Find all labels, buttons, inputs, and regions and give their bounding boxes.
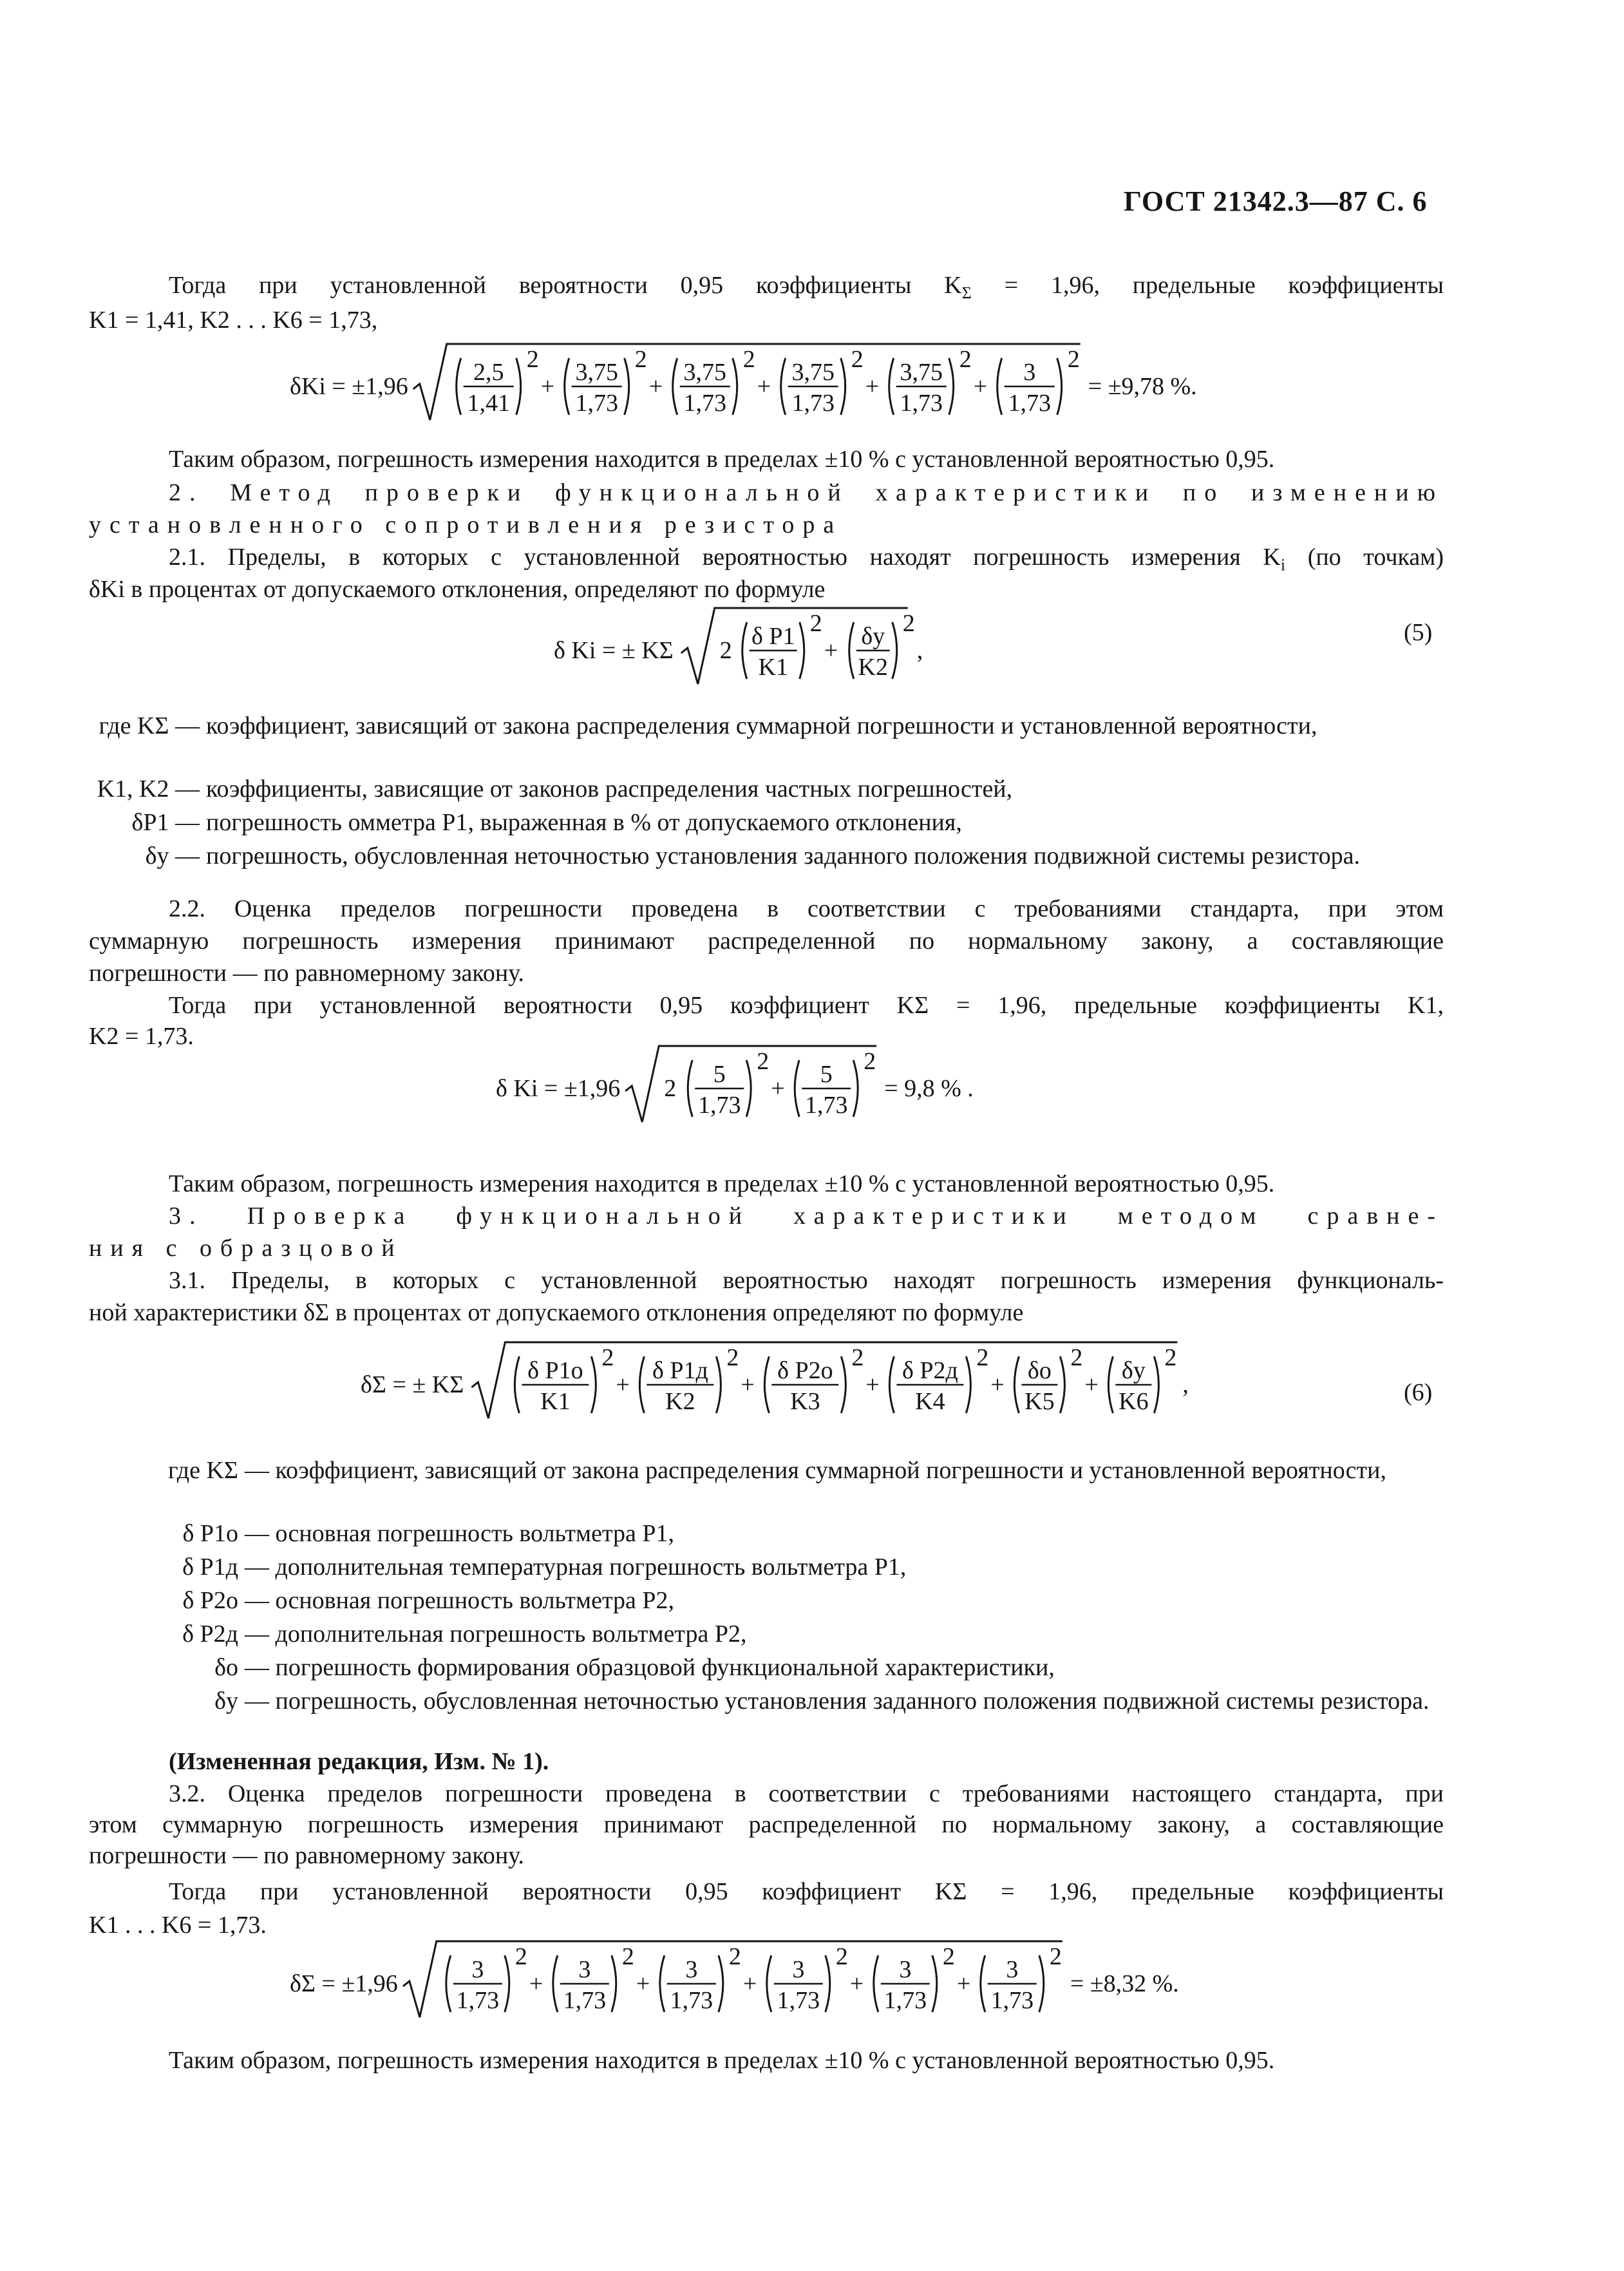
formula-lhs: δ Ki = ± KΣ xyxy=(554,637,674,664)
paragraph-line: K1 . . . K6 = 1,73. xyxy=(89,1912,267,1939)
paren-right xyxy=(853,1060,858,1117)
fraction-numerator: δ P2д xyxy=(902,1357,958,1384)
fraction-denominator: K2 xyxy=(665,1388,695,1415)
formula-result: = ±8,32 %. xyxy=(1070,1970,1179,1997)
paren-left xyxy=(565,358,569,415)
formula-lhs: δ Ki = ±1,96 xyxy=(496,1075,621,1102)
plus-sign: + xyxy=(529,1970,543,1997)
paragraph-line: K1 = 1,41, K2 . . . K6 = 1,73, xyxy=(89,307,378,334)
definition-text: — дополнительная температурная погрешность вольтметра P1, xyxy=(245,1554,907,1581)
exponent: 2 xyxy=(526,346,539,373)
exponent: 2 xyxy=(1067,346,1080,373)
punctuation: , xyxy=(1182,1371,1189,1398)
paren-left xyxy=(660,1955,665,2012)
paren-right xyxy=(625,358,629,415)
paren-left xyxy=(673,358,677,415)
exponent: 2 xyxy=(726,1344,739,1371)
fraction-numerator: 3,75 xyxy=(575,359,618,386)
formula-3 xyxy=(290,1932,1320,2022)
plus-sign: + xyxy=(742,1970,757,1997)
paren-right xyxy=(516,358,521,415)
definition-text: погрешность омметра P1, выраженная в % от допускаемого отклонения, xyxy=(206,809,962,836)
section-title: установленного сопротивления резистора xyxy=(89,511,843,538)
formula-result: = ±9,78 %. xyxy=(1088,373,1197,400)
paren-right xyxy=(591,1356,596,1413)
paragraph-line: Тогда при установленной вероятности 0,95 коэффициент KΣ = 1,96, предельные коэффициенты K1, xyxy=(169,992,1444,1019)
plus-sign: + xyxy=(540,373,555,400)
exponent: 2 xyxy=(851,1344,864,1371)
paragraph-line: K2 = 1,73. xyxy=(89,1023,194,1050)
definition-text: коэффициенты, зависящие от законов распределения частных погрешностей, xyxy=(206,775,1013,803)
fraction-denominator: K1 xyxy=(540,1388,571,1415)
definition-term: где KΣ — xyxy=(99,712,200,739)
exponent: 2 xyxy=(1070,1344,1083,1371)
fraction-numerator: δ P1о xyxy=(527,1357,583,1384)
section-title: 3. Проверка функциональной характеристики методом сравне- xyxy=(169,1202,1444,1230)
paren-left xyxy=(849,622,854,679)
definition-term: δP1 — xyxy=(131,809,200,836)
definition-text: — погрешность, обусловленная неточностью установления заданного положения подвижной системы резистора. xyxy=(245,1687,1430,1715)
section-title: 2. Метод проверки функциональной характеристики по изменению xyxy=(169,479,1444,506)
exponent: 2 xyxy=(835,1943,848,1970)
fraction-denominator: 1,73 xyxy=(900,390,943,417)
plus-sign: + xyxy=(824,637,838,664)
fraction-denominator: K6 xyxy=(1119,1388,1149,1415)
formula-2 xyxy=(496,1037,1075,1127)
exponent: 2 xyxy=(634,346,647,373)
paren-right xyxy=(892,622,897,679)
paragraph-line: 2.1. Пределы, в которых с установленной вероятностью находят погрешность измерения $K_i$ (по точкам) xyxy=(169,544,1444,575)
fraction-numerator: 3,75 xyxy=(791,359,835,386)
paragraph-line: Тогда при установленной вероятности 0,95 коэффициент KΣ = 1,96, предельные коэффициенты xyxy=(169,1878,1444,1905)
exponent: 2 xyxy=(515,1943,527,1970)
definition-text: — основная погрешность вольтметра P1, xyxy=(245,1520,675,1547)
paren-right xyxy=(826,1955,830,2012)
paren-left xyxy=(553,1955,558,2012)
definition-text: коэффициент, зависящий от закона распределения суммарной погрешности и установленной вероятности, xyxy=(206,712,1317,739)
fraction-numerator: 5 xyxy=(713,1061,726,1088)
exponent: 2 xyxy=(864,1048,876,1075)
paren-left xyxy=(457,358,461,415)
equation-number: (5) xyxy=(1404,619,1433,646)
fraction-numerator: δу xyxy=(1121,1357,1146,1384)
plus-sign: + xyxy=(849,1970,864,1997)
plus-sign: + xyxy=(741,1371,755,1398)
paren-right xyxy=(932,1955,937,2012)
paragraph-line: этом суммарную погрешность измерения принимают распределенной по нормальному закону, а составляющие xyxy=(89,1811,1444,1838)
paren-left xyxy=(981,1955,985,2012)
paragraph-line: погрешности — по равномерному закону. xyxy=(89,960,524,987)
fraction-numerator: 3 xyxy=(685,1956,698,1983)
paren-right xyxy=(1060,1356,1064,1413)
definition-text: — дополнительная погрешность вольтметра P2, xyxy=(245,1620,747,1648)
paren-right xyxy=(949,358,954,415)
plus-sign: + xyxy=(865,373,880,400)
paren-right xyxy=(966,1356,970,1413)
paren-left xyxy=(688,1060,692,1117)
paren-right xyxy=(1154,1356,1158,1413)
paren-right xyxy=(733,358,737,415)
exponent: 2 xyxy=(742,346,755,373)
fraction-numerator: δ P1 xyxy=(751,623,795,650)
formula-lhs: δΣ = ±1,96 xyxy=(290,1970,398,1997)
paren-left xyxy=(997,358,1002,415)
fraction-numerator: 3 xyxy=(899,1956,912,1983)
definition-text: — коэффициент, зависящий от закона распределения суммарной погрешности и установленной вероятности, xyxy=(245,1457,1386,1484)
fraction-denominator: 1,73 xyxy=(697,1092,741,1119)
formula-coefficient: 2 xyxy=(664,1075,677,1102)
fraction-numerator: δо xyxy=(1027,1357,1052,1384)
paren-right xyxy=(716,1356,721,1413)
definition-term: δ P2о xyxy=(182,1587,238,1614)
fraction-denominator: K5 xyxy=(1024,1388,1055,1415)
paragraph-line: 3.2. Оценка пределов погрешности проведена в соответствии с требованиями настоящего стандарта, при xyxy=(169,1780,1444,1807)
exponent: 2 xyxy=(942,1943,955,1970)
fraction-denominator: 1,41 xyxy=(467,390,510,417)
exponent: 2 xyxy=(728,1943,741,1970)
fraction-numerator: 3,75 xyxy=(900,359,943,386)
plus-sign: + xyxy=(616,1371,630,1398)
plus-sign: + xyxy=(990,1371,1005,1398)
conclusion-text: Таким образом, погрешность измерения находится в пределах ±10 % с установленной вероятностью 0,95. xyxy=(169,1170,1275,1197)
plus-sign: + xyxy=(956,1970,971,1997)
exponent: 2 xyxy=(851,346,864,373)
paren-left xyxy=(1014,1356,1019,1413)
fraction-denominator: 1,73 xyxy=(683,390,726,417)
paragraph-line: суммарную погрешность измерения принимают распределенной по нормальному закону, а составляющие xyxy=(89,927,1444,955)
paragraph-line: 2.2. Оценка пределов погрешности проведена в соответствии с требованиями стандарта, при этом xyxy=(169,895,1444,922)
exponent: 2 xyxy=(601,1344,614,1371)
exponent: 2 xyxy=(1049,1943,1062,1970)
paren-left xyxy=(889,1356,894,1413)
plus-sign: + xyxy=(757,373,771,400)
exponent: 2 xyxy=(959,346,972,373)
fraction-numerator: δ P2о xyxy=(777,1357,833,1384)
exponent: 2 xyxy=(809,610,822,637)
fraction-denominator: 1,73 xyxy=(456,1987,500,2014)
fraction-numerator: δ P1д xyxy=(652,1357,708,1384)
formula-1 xyxy=(290,335,1320,425)
formula-lhs: δKi = ±1,96 xyxy=(290,373,408,400)
fraction-denominator: K4 xyxy=(915,1388,945,1415)
paragraph-line: δKi в процентах от допускаемого отклонения, определяют по формуле xyxy=(89,576,826,603)
formula-lhs: δΣ = ± KΣ xyxy=(361,1371,464,1398)
paren-right xyxy=(841,1356,845,1413)
plus-sign: + xyxy=(973,373,988,400)
fraction-denominator: 1,73 xyxy=(1008,390,1051,417)
paren-right xyxy=(746,1060,751,1117)
exponent: 2 xyxy=(1164,1344,1177,1371)
paragraph-line: ной характеристики δΣ в процентах от допускаемого отклонения определяют по формуле xyxy=(89,1299,1024,1326)
plus-sign: + xyxy=(865,1371,880,1398)
equation-number: (6) xyxy=(1404,1379,1433,1406)
paren-left xyxy=(889,358,894,415)
definition-term: где KΣ xyxy=(168,1457,238,1484)
paren-right xyxy=(505,1955,509,2012)
fraction-denominator: 1,73 xyxy=(990,1987,1034,2014)
formula-result: = 9,8 % . xyxy=(884,1075,974,1102)
definition-text: — основная погрешность вольтметра P2, xyxy=(245,1587,675,1614)
conclusion-text: Таким образом, погрешность измерения находится в пределах ±10 % с установленной вероятностью 0,95. xyxy=(169,2047,1275,2074)
definition-text: — погрешность формирования образцовой функциональной характеристики, xyxy=(245,1654,1055,1681)
exponent: 2 xyxy=(902,610,915,637)
fraction-denominator: 1,73 xyxy=(563,1987,607,2014)
paren-left xyxy=(1108,1356,1113,1413)
paren-right xyxy=(800,622,804,679)
definition-text: погрешность, обусловленная неточностью установления заданного положения подвижной системы резистора. xyxy=(206,842,1361,869)
paren-left xyxy=(446,1955,451,2012)
paren-left xyxy=(639,1356,644,1413)
paren-right xyxy=(1039,1955,1044,2012)
paragraph-line: погрешности — по равномерному закону. xyxy=(89,1842,524,1869)
punctuation: , xyxy=(916,637,923,664)
fraction-numerator: 3 xyxy=(1023,359,1036,386)
paren-right xyxy=(612,1955,616,2012)
fraction-numerator: 2,5 xyxy=(473,359,504,386)
paren-left xyxy=(764,1356,769,1413)
section-title: ния с образцовой xyxy=(89,1235,403,1262)
conclusion-text: Таким образом, погрешность измерения находится в пределах ±10 % с установленной вероятностью 0,95. xyxy=(169,446,1275,473)
definition-term: δ P2д xyxy=(182,1620,238,1648)
formula-coefficient: 2 xyxy=(719,637,732,664)
plus-sign: + xyxy=(1084,1371,1099,1398)
plus-sign: + xyxy=(771,1075,785,1102)
fraction-denominator: K3 xyxy=(790,1388,820,1415)
definition-term: δо xyxy=(214,1654,238,1681)
plus-sign: + xyxy=(636,1970,650,1997)
paragraph-line: Тогда при установленной вероятности 0,95 коэффициенты $K_\Sigma = 1,96$, предельные коэффициенты xyxy=(169,272,1444,303)
fraction-denominator: 1,73 xyxy=(575,390,618,417)
plus-sign: + xyxy=(648,373,663,400)
paren-left xyxy=(781,358,786,415)
fraction-denominator: K2 xyxy=(858,654,888,681)
formula-5 xyxy=(554,599,1005,689)
exponent: 2 xyxy=(976,1344,989,1371)
paren-left xyxy=(795,1060,799,1117)
fraction-denominator: 1,73 xyxy=(670,1987,713,2014)
paren-right xyxy=(1057,358,1062,415)
paren-left xyxy=(767,1955,771,2012)
exponent: 2 xyxy=(621,1943,634,1970)
fraction-denominator: 1,73 xyxy=(883,1987,927,2014)
paren-right xyxy=(719,1955,723,2012)
fraction-numerator: 3 xyxy=(578,1956,591,1983)
exponent: 2 xyxy=(757,1048,770,1075)
definition-term: δ P1о xyxy=(182,1520,238,1547)
paragraph-line: 3.1. Пределы, в которых с установленной вероятностью находят погрешность измерения функциональ- xyxy=(169,1267,1444,1294)
paren-right xyxy=(841,358,845,415)
fraction-denominator: 1,73 xyxy=(791,390,835,417)
page-header: ГОСТ 21342.3—87 С. 6 xyxy=(1124,185,1428,217)
formula-6 xyxy=(361,1320,1230,1415)
definition-term: δу xyxy=(214,1687,238,1715)
paren-left xyxy=(874,1955,878,2012)
paren-left xyxy=(742,622,747,679)
fraction-numerator: 3 xyxy=(471,1956,484,1983)
fraction-numerator: 5 xyxy=(820,1061,833,1088)
definition-term: K1, K2 — xyxy=(97,775,200,803)
definition-term: δу — xyxy=(145,842,200,869)
fraction-denominator: 1,73 xyxy=(804,1092,848,1119)
fraction-numerator: 3 xyxy=(1006,1956,1019,1983)
fraction-numerator: 3 xyxy=(792,1956,805,1983)
fraction-denominator: 1,73 xyxy=(777,1987,820,2014)
fraction-numerator: 3,75 xyxy=(683,359,726,386)
paren-left xyxy=(515,1356,519,1413)
fraction-numerator: δу xyxy=(861,623,885,650)
fraction-denominator: K1 xyxy=(758,654,788,681)
definition-term: δ P1д xyxy=(182,1554,238,1581)
amendment-note: (Измененная редакция, Изм. № 1). xyxy=(169,1748,549,1775)
